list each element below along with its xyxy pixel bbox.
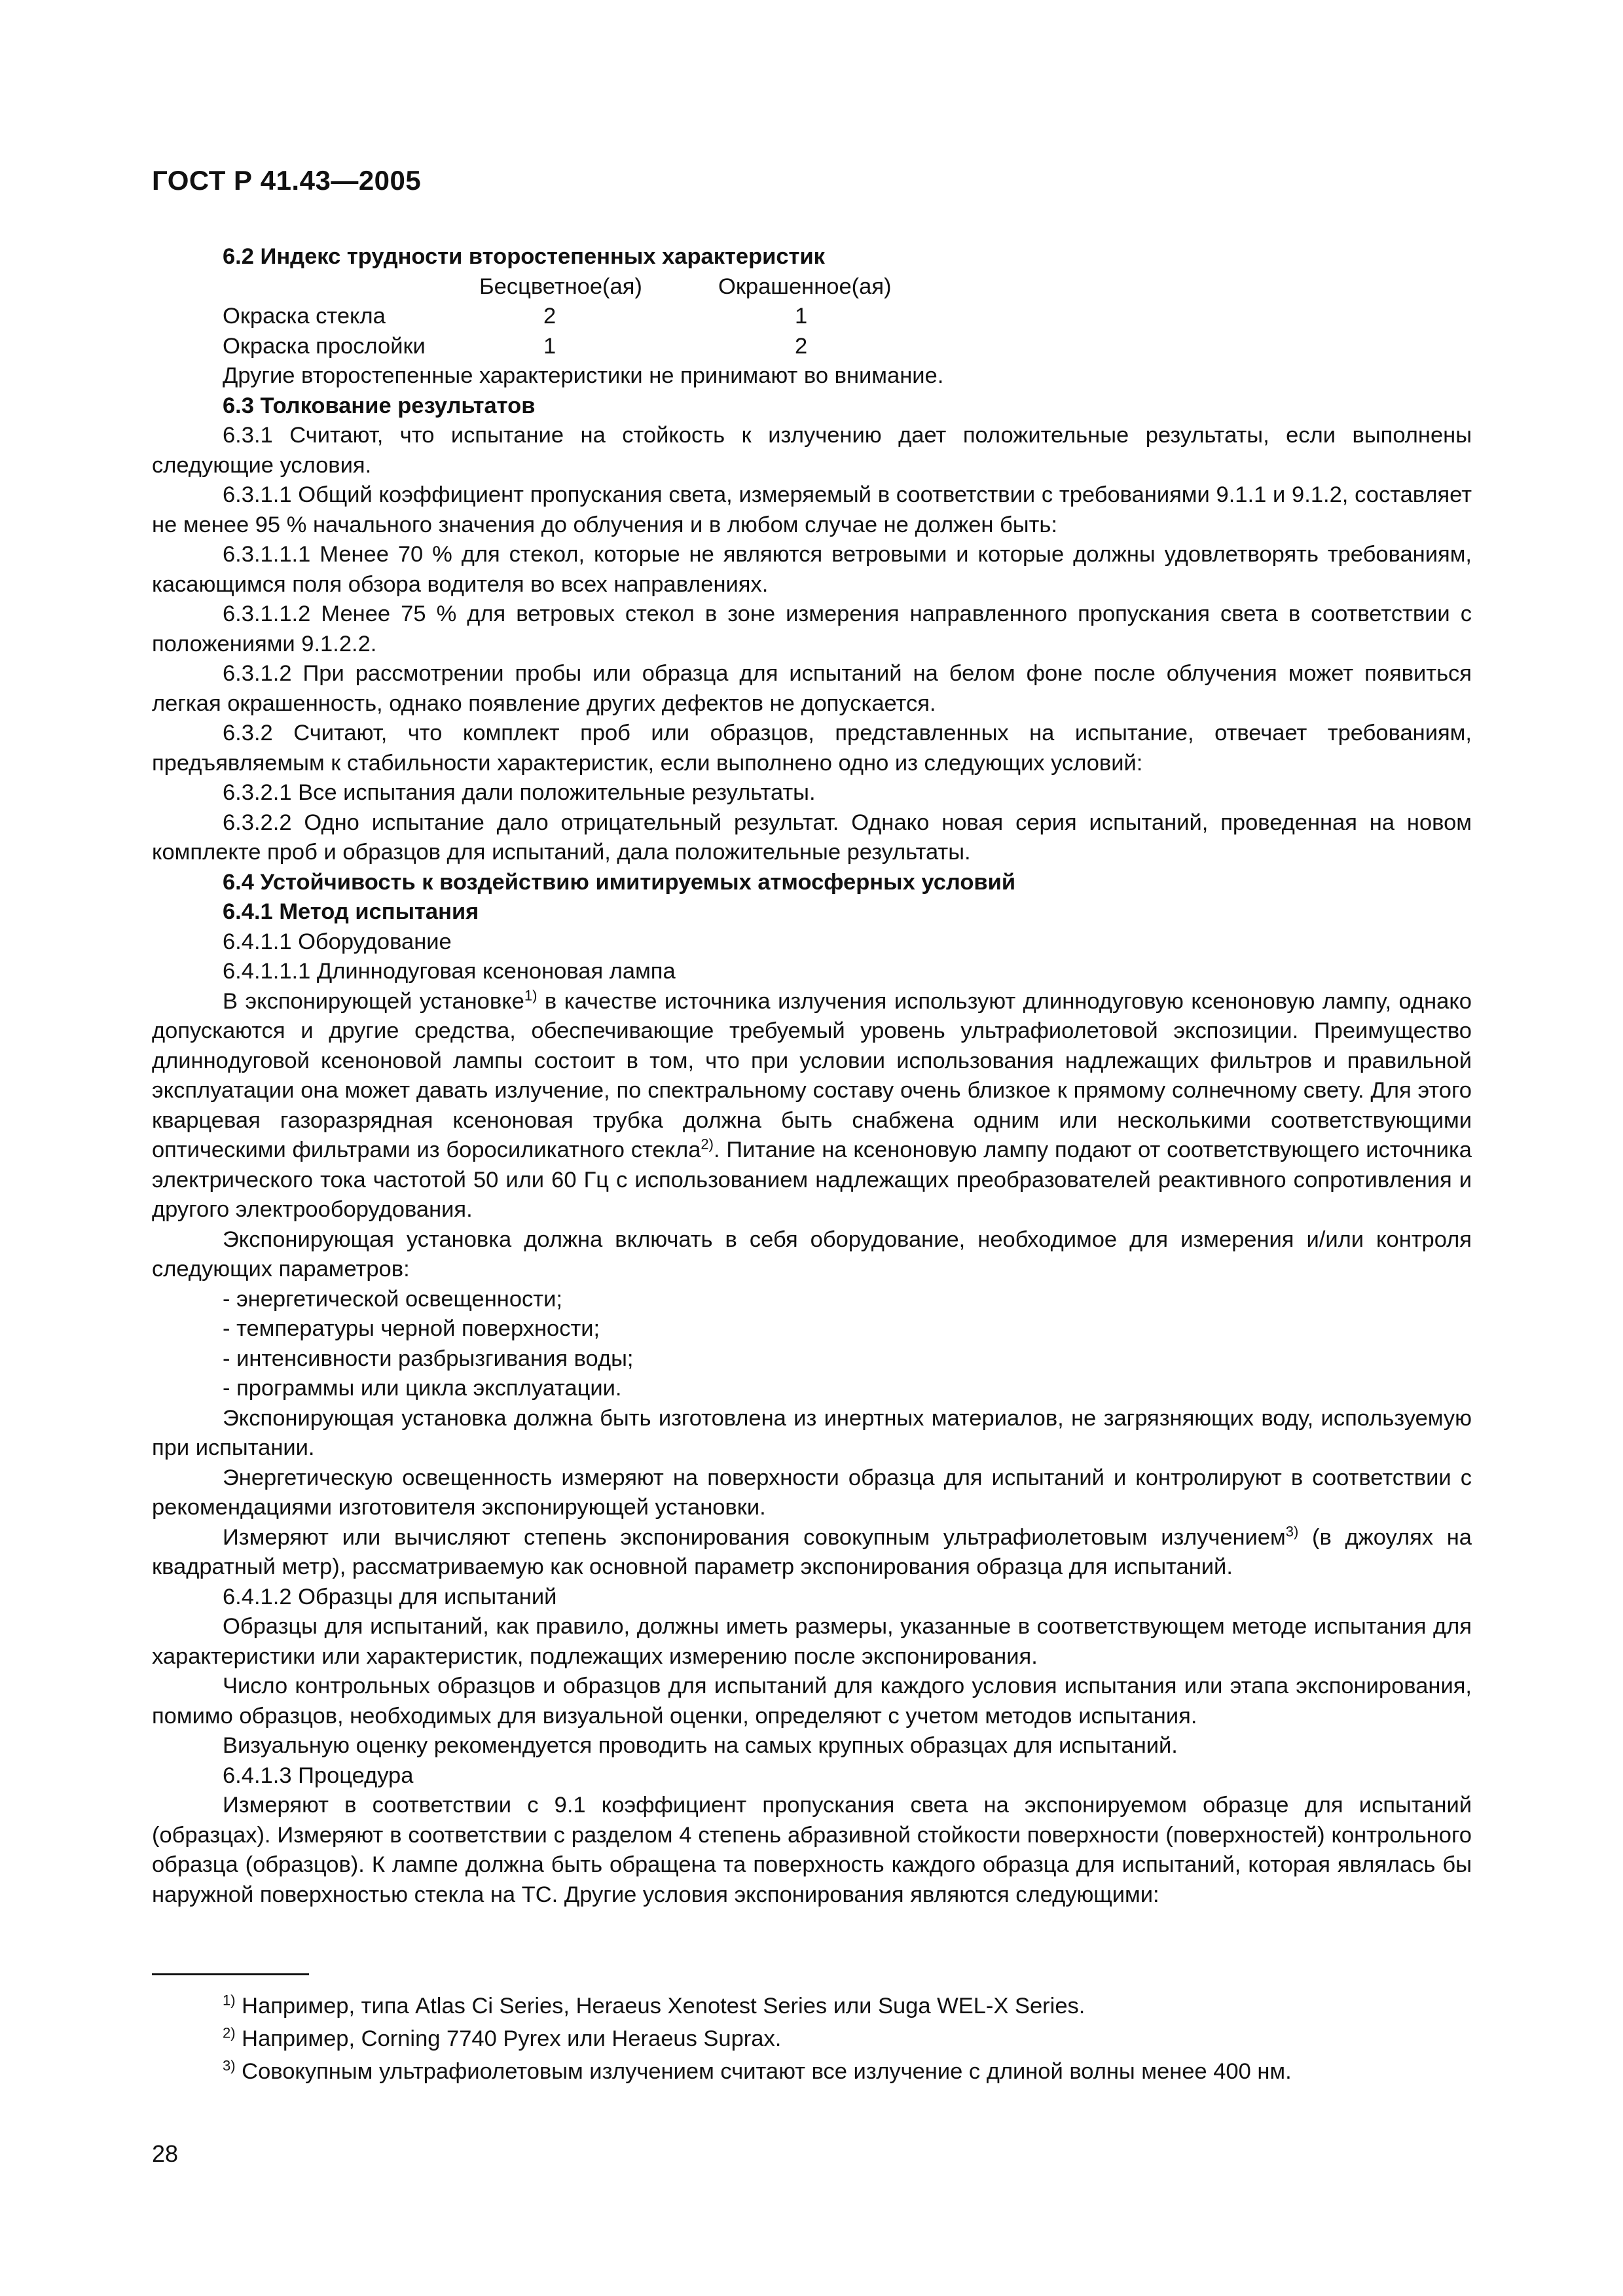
footnote-text: Например, типа Atlas Ci Series, Heraeus Xenotest Series или Suga WEL-X Series. bbox=[235, 1994, 1085, 2018]
subsection-title: 6.4.1.3 Процедура bbox=[223, 1763, 414, 1788]
list-item: - температуры черной поверхности; bbox=[223, 1316, 600, 1341]
paragraph: 6.3.1 Считают, что испытание на стойкость к излучению дает положительные результаты, если выполнены следующие условия. bbox=[152, 423, 1472, 478]
section-6-4-heading: 6.4 Устойчивость к воздействию имитируемых атмосферных условий bbox=[223, 869, 1016, 895]
footnote-ref: 1) bbox=[524, 987, 538, 1003]
footnote bbox=[152, 2055, 1472, 2088]
footnote bbox=[152, 2022, 1472, 2055]
table-row-label: Окраска прослойки bbox=[223, 333, 426, 359]
subsection-title: 6.4.1.2 Образцы для испытаний bbox=[223, 1584, 557, 1609]
paragraph: 6.3.1.1 Общий коэффициент пропускания света, измеряемый в соответствии с требованиями 9.1.1 и 9.1.2, составляет не менее 95 % начального значения до облучения и в любом случае не должен быть: bbox=[152, 482, 1472, 537]
table-cell: 1 bbox=[543, 333, 556, 359]
paragraph: Визуальную оценку рекомендуется проводить на самых крупных образцах для испытаний. bbox=[223, 1733, 1178, 1758]
paragraph-text: в качестве источника излучения используют длиннодуговую ксеноновую лампу, однако допускаются и другие средства, обеспечивающие требуемый уровень ультрафиолетовой экспозиции. Преимущество длиннодуговой ксеноновой лампы состоит в том, что при условии использования надлежащих фильтров и правильной эксплуатации она может давать излучение, по спектральному составу очень близкое к прямому солнечному свету. Для этого кварцевая газоразрядная ксеноновая трубка должна быть снабжена одним или несколькими соответствующими оптическими фильтрами из боросиликатного стекла bbox=[152, 988, 1472, 1162]
list-item: - интенсивности разбрызгивания воды; bbox=[223, 1346, 634, 1371]
paragraph-text: Измеряют или вычисляют степень экспонирования совокупным ультрафиолетовым излучением bbox=[223, 1524, 1286, 1550]
subsection-title: 6.4.1.1.1 Длиннодуговая ксеноновая лампа bbox=[223, 959, 676, 984]
footnote-divider bbox=[152, 1973, 309, 1975]
section-6-4-1-heading: 6.4.1 Метод испытания bbox=[223, 899, 479, 924]
table-cell: 2 bbox=[795, 333, 808, 359]
table-row-label: Окраска стекла bbox=[223, 304, 386, 329]
footnote-mark: 2) bbox=[223, 2024, 236, 2041]
paragraph: Число контрольных образцов и образцов для испытаний для каждого условия испытания или этапа экспонирования, помимо образцов, необходимых для визуальной оценки, определяют с учетом методов испытания. bbox=[152, 1674, 1472, 1729]
paragraph: 6.3.2.2 Одно испытание дало отрицательный результат. Однако новая серия испытаний, проведенная на новом комплекте проб и образцов для испытаний, дала положительные результаты. bbox=[152, 810, 1472, 865]
subsection-title: 6.4.1.1 Оборудование bbox=[223, 929, 452, 954]
paragraph-text: В экспонирующей установке bbox=[223, 988, 524, 1014]
footnote bbox=[152, 1990, 1472, 2022]
paragraph: 6.3.1.2 При рассмотрении пробы или образца для испытаний на белом фоне после облучения может появиться легкая окрашенность, однако появление других дефектов не допускается. bbox=[152, 661, 1472, 716]
paragraph: Образцы для испытаний, как правило, должны иметь размеры, указанные в соответствующем методе испытания для характеристики или характеристик, подлежащих измерению после экспонирования. bbox=[152, 1614, 1472, 1669]
paragraph: Экспонирующая установка должна быть изготовлена из инертных материалов, не загрязняющих воду, используемую при испытании. bbox=[152, 1405, 1472, 1460]
list-item: - энергетической освещенности; bbox=[223, 1286, 562, 1312]
paragraph: 6.3.2 Считают, что комплект проб или образцов, представленных на испытание, отвечает требованиям, предъявляемым к стабильности характеристик, если выполнено одно из следующих условий: bbox=[152, 721, 1472, 776]
footnote-text: Например, Corning 7740 Pyrex или Heraeus Suprax. bbox=[235, 2026, 782, 2051]
list-item: - программы или цикла эксплуатации. bbox=[223, 1376, 622, 1401]
paragraph-text: (в джоулях на квадратный метр), рассматриваемую как основной параметр экспонирования образца для испытаний. bbox=[152, 1524, 1472, 1579]
paragraph: 6.3.1.1.2 Менее 75 % для ветровых стекол в зоне измерения направленного пропускания света в соответствии с положениями 9.1.2.2. bbox=[152, 601, 1472, 656]
page-number: 28 bbox=[152, 2140, 179, 2167]
section-6-2-heading: 6.2 Индекс трудности второстепенных характеристик bbox=[223, 244, 825, 269]
paragraph: 6.3.2.1 Все испытания дали положительные результаты. bbox=[223, 780, 816, 805]
paragraph: 6.3.1.1.1 Менее 70 % для стекол, которые не являются ветровыми и которые должны удовлетворять требованиям, касающимся поля обзора водителя во всех направлениях. bbox=[152, 542, 1472, 597]
difficulty-index-table bbox=[152, 272, 1472, 391]
table-cell: 2 bbox=[543, 304, 556, 329]
paragraph: Энергетическую освещенность измеряют на поверхности образца для испытаний и контролируют в соответствии с рекомендациями изготовителя экспонирующей установки. bbox=[152, 1465, 1472, 1520]
footnote-text: Совокупным ультрафиолетовым излучением считают все излучение с длиной волны менее 400 нм. bbox=[235, 2059, 1292, 2084]
lamp-paragraph bbox=[152, 987, 1472, 1225]
footnotes bbox=[152, 1990, 1472, 2088]
document-title: ГОСТ Р 41.43—2005 bbox=[152, 165, 422, 196]
footnote-mark: 1) bbox=[223, 1992, 236, 2009]
section-6-3-heading: 6.3 Толкование результатов bbox=[223, 393, 536, 418]
table-note: Другие второстепенные характеристики не принимают во внимание. bbox=[223, 363, 944, 388]
table-header-tinted: Окрашенное(ая) bbox=[718, 274, 892, 299]
table-header-colorless: Бесцветное(ая) bbox=[479, 274, 642, 299]
table-cell: 1 bbox=[795, 304, 808, 329]
footnote-ref: 3) bbox=[1285, 1523, 1299, 1539]
paragraph: Экспонирующая установка должна включать в себя оборудование, необходимое для измерения и/или контроля следующих параметров: bbox=[152, 1227, 1472, 1282]
paragraph-text: . Питание на ксеноновую лампу подают от соответствующего источника электрического тока частотой 50 или 60 Гц с использованием надлежащих преобразователей реактивного сопротивления и другого электрооборудования. bbox=[152, 1138, 1472, 1222]
footnote-ref: 2) bbox=[701, 1136, 714, 1153]
uv-paragraph bbox=[152, 1523, 1472, 1583]
main-content bbox=[152, 242, 1472, 1910]
footnote-mark: 3) bbox=[223, 2057, 236, 2074]
paragraph: Измеряют в соответствии с 9.1 коэффициент пропускания света на экспонируемом образце для испытаний (образцах). Измеряют в соответствии с разделом 4 степень абразивной стойкости поверхности (поверхностей) контрольного образца (образцов). К лампе должна быть обращена та поверхность каждого образца для испытаний, которая являлась бы наружной поверхностью стекла на ТС. Другие условия экспонирования являются следующими: bbox=[152, 1793, 1472, 1907]
